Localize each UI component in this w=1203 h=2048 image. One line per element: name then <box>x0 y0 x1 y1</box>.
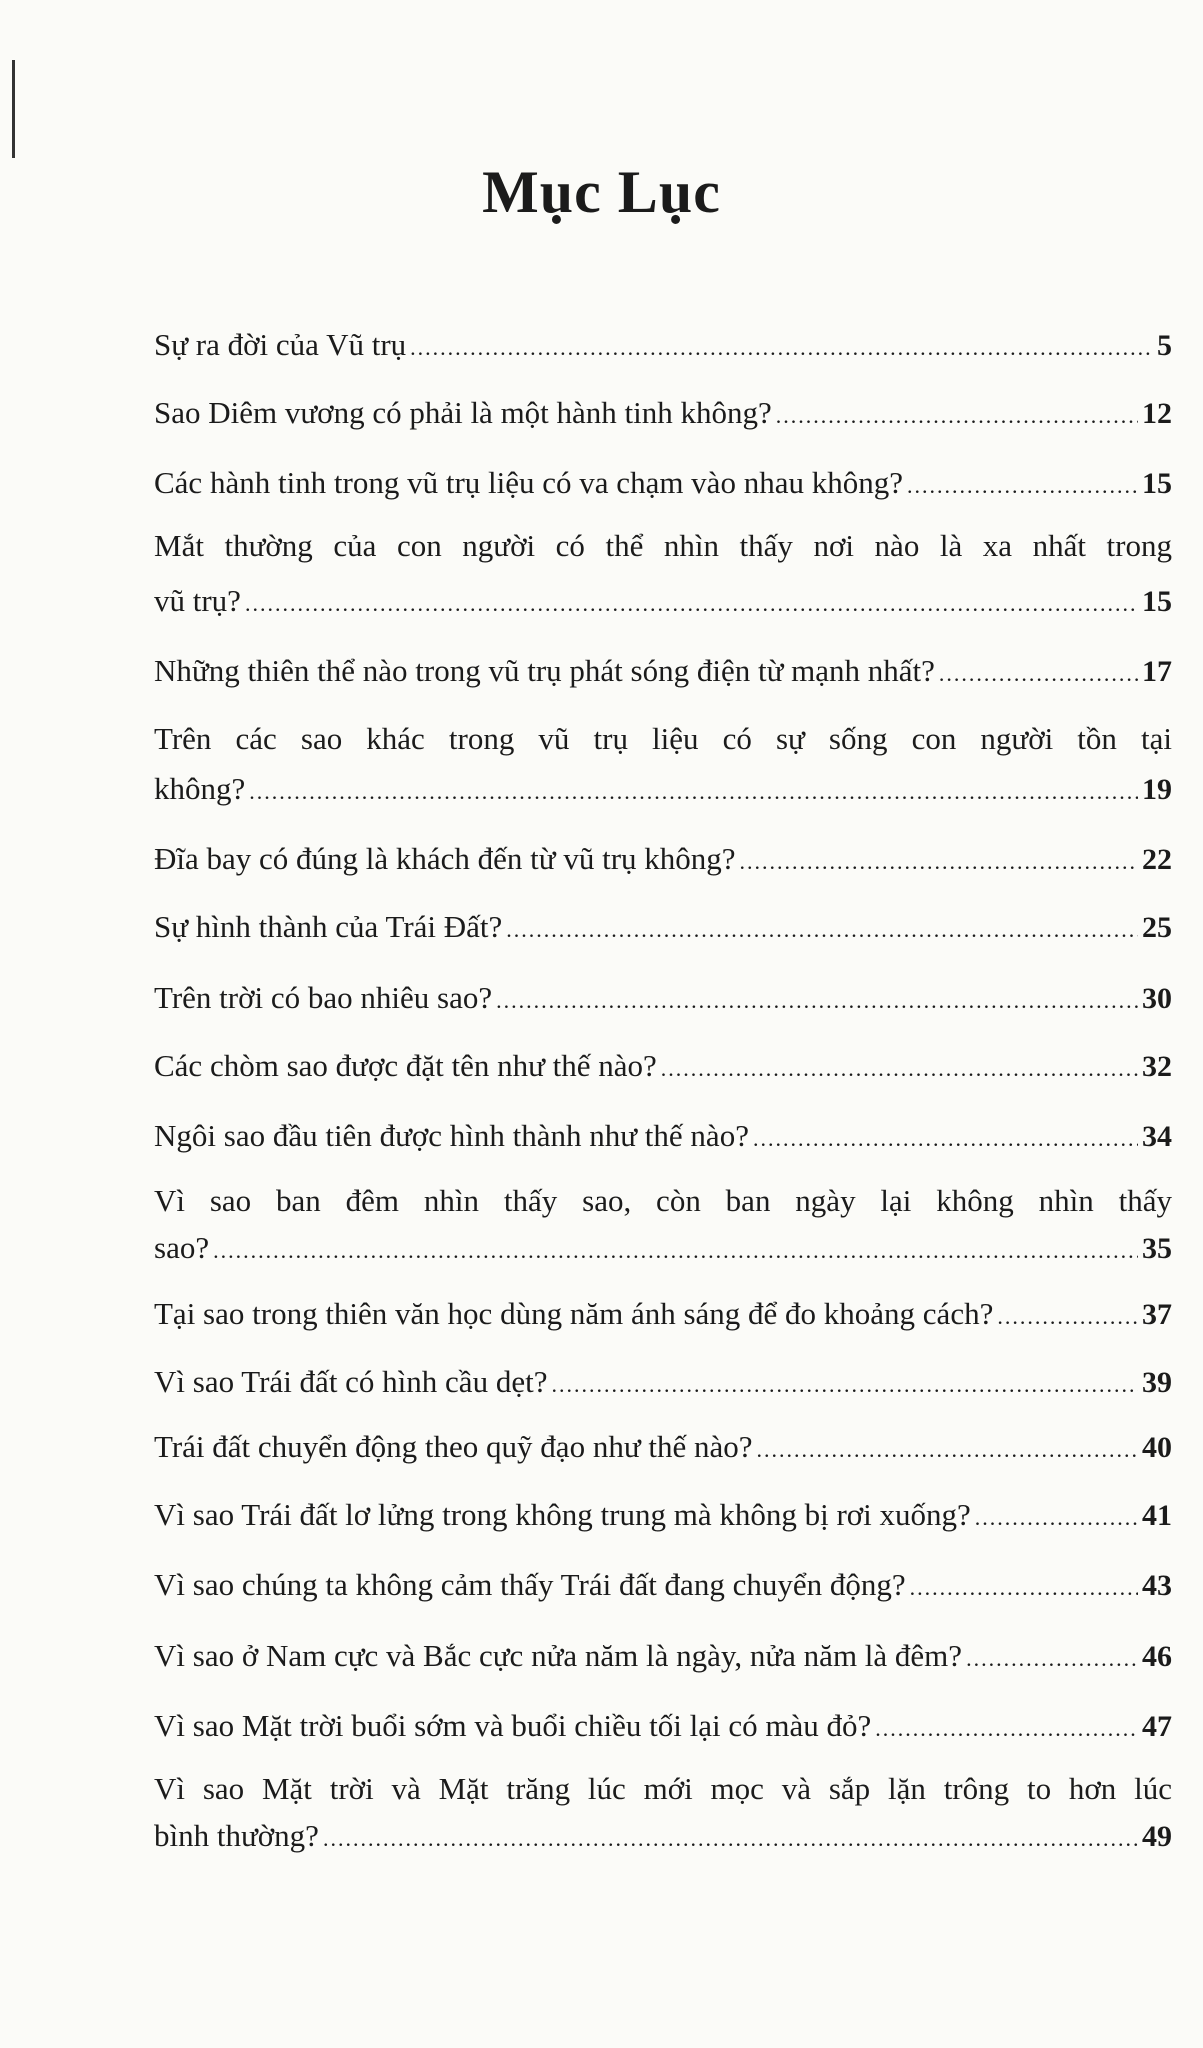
toc-entry-line <box>154 581 1172 621</box>
dot-leader <box>966 1639 1138 1679</box>
page-title: Mục Lục <box>482 159 721 225</box>
toc-entry-line <box>154 1495 1172 1535</box>
dot-leader <box>910 1568 1138 1608</box>
toc-entry-title: Các chòm sao được đặt tên như thế nào? <box>154 1048 657 1083</box>
toc-entry-title: Vì sao chúng ta không cảm thấy Trái đất đang chuyển động? <box>154 1567 906 1602</box>
toc-entry-line <box>154 1294 1172 1334</box>
toc-entry-title: Sự hình thành của Trái Đất? <box>154 909 503 944</box>
toc-entry-title: không? <box>154 771 246 806</box>
toc-page-number: 46 <box>1142 1640 1172 1673</box>
toc-entry-line <box>154 1116 1172 1156</box>
toc-page-number: 22 <box>1142 843 1172 876</box>
toc-entry-title: Vì sao Mặt trời và Mặt trăng lúc mới mọc và sắp lặn trông to hơn lúc <box>154 1771 1172 1806</box>
toc-entry-title: Sự ra đời của Vũ trụ <box>154 327 407 362</box>
dot-leader <box>249 772 1138 812</box>
toc-entry-title: Trái đất chuyển động theo quỹ đạo như thế nào? <box>154 1429 753 1464</box>
dot-leader <box>661 1049 1138 1089</box>
toc-entry-title: Sao Diêm vương có phải là một hành tinh không? <box>154 395 772 430</box>
toc-page-number: 19 <box>1142 773 1172 806</box>
toc-page-number: 37 <box>1142 1298 1172 1331</box>
toc-entry-line <box>154 1181 1172 1221</box>
dot-leader <box>323 1819 1138 1859</box>
toc-entry-title: Tại sao trong thiên văn học dùng năm ánh sáng để đo khoảng cách? <box>154 1296 994 1331</box>
toc-entry-line <box>154 393 1172 433</box>
dot-leader <box>875 1709 1138 1749</box>
toc-entry-title: Đĩa bay có đúng là khách đến từ vũ trụ không? <box>154 841 736 876</box>
dot-leader <box>245 584 1138 624</box>
toc-entry-line <box>154 1706 1172 1746</box>
toc-entry-line <box>154 651 1172 691</box>
toc-page-number: 47 <box>1142 1710 1172 1743</box>
toc-entry-title: Vì sao ban đêm nhìn thấy sao, còn ban ngày lại không nhìn thấy <box>154 1183 1172 1218</box>
toc-entry-title: Trên các sao khác trong vũ trụ liệu có sự sống con người tồn tại <box>154 721 1172 756</box>
toc-entry-line <box>154 978 1172 1018</box>
toc-page-number: 40 <box>1142 1431 1172 1464</box>
toc-page-number: 35 <box>1142 1232 1172 1265</box>
toc-page-number: 39 <box>1142 1366 1172 1399</box>
dot-leader <box>506 910 1138 950</box>
toc-entry-title: Vì sao Trái đất lơ lửng trong không trung mà không bị rơi xuống? <box>154 1497 971 1532</box>
dot-leader <box>753 1119 1138 1159</box>
toc-page-number: 25 <box>1142 911 1172 944</box>
toc-entry-line <box>154 1565 1172 1605</box>
toc-entry-line <box>154 1046 1172 1086</box>
dot-leader <box>975 1498 1138 1538</box>
dot-leader <box>776 396 1138 436</box>
toc-entry-line <box>154 769 1172 809</box>
toc-entry-title: Vì sao ở Nam cực và Bắc cực nửa năm là ngày, nửa năm là đêm? <box>154 1638 963 1673</box>
toc-entry-line <box>154 907 1172 947</box>
toc-entry-title: sao? <box>154 1230 210 1265</box>
toc-page-number: 43 <box>1142 1569 1172 1602</box>
dot-leader <box>496 981 1138 1021</box>
dot-leader <box>997 1297 1138 1337</box>
toc-page-number: 5 <box>1157 329 1172 362</box>
toc-entry-line <box>154 526 1172 566</box>
toc-entry-line <box>154 1769 1172 1809</box>
toc-page-number: 15 <box>1142 467 1172 500</box>
toc-entry-title: Các hành tinh trong vũ trụ liệu có va chạm vào nhau không? <box>154 465 903 500</box>
toc-entry-line <box>154 1427 1172 1467</box>
toc-entry-line <box>154 1362 1172 1402</box>
toc-entry-line <box>154 1636 1172 1676</box>
toc-entry-title: Vì sao Mặt trời buổi sớm và buổi chiều tối lại có màu đỏ? <box>154 1708 872 1743</box>
toc-entry-title: bình thường? <box>154 1818 319 1853</box>
dot-leader <box>551 1365 1138 1405</box>
toc-entry-title: Những thiên thể nào trong vũ trụ phát sóng điện từ mạnh nhất? <box>154 653 935 688</box>
toc-page-number: 34 <box>1142 1120 1172 1153</box>
toc-entry-title: Vì sao Trái đất có hình cầu dẹt? <box>154 1364 548 1399</box>
toc-entry-title: vũ trụ? <box>154 583 241 618</box>
toc-entry-title: Ngôi sao đầu tiên được hình thành như thế nào? <box>154 1118 749 1153</box>
toc-page-number: 17 <box>1142 655 1172 688</box>
toc-page-number: 15 <box>1142 585 1172 618</box>
toc-entry-line <box>154 325 1172 365</box>
toc-entry-title: Mắt thường của con người có thể nhìn thấy nơi nào là xa nhất trong <box>154 528 1172 563</box>
page-edge-shadow <box>12 60 15 158</box>
toc-entry-title: Trên trời có bao nhiêu sao? <box>154 980 493 1015</box>
dot-leader <box>939 654 1138 694</box>
dot-leader <box>740 842 1138 882</box>
toc-page-number: 41 <box>1142 1499 1172 1532</box>
dot-leader <box>213 1231 1138 1271</box>
dot-leader <box>757 1430 1138 1470</box>
toc-page-number: 49 <box>1142 1820 1172 1853</box>
toc-entry-line <box>154 839 1172 879</box>
toc-entry-line <box>154 1228 1172 1268</box>
toc-entry-line <box>154 719 1172 759</box>
toc-entry-line <box>154 1816 1172 1856</box>
dot-leader <box>410 328 1153 368</box>
toc-page-number: 32 <box>1142 1050 1172 1083</box>
toc-entry-line <box>154 463 1172 503</box>
toc-page-number: 12 <box>1142 397 1172 430</box>
toc-page-number: 30 <box>1142 982 1172 1015</box>
dot-leader <box>907 466 1138 506</box>
